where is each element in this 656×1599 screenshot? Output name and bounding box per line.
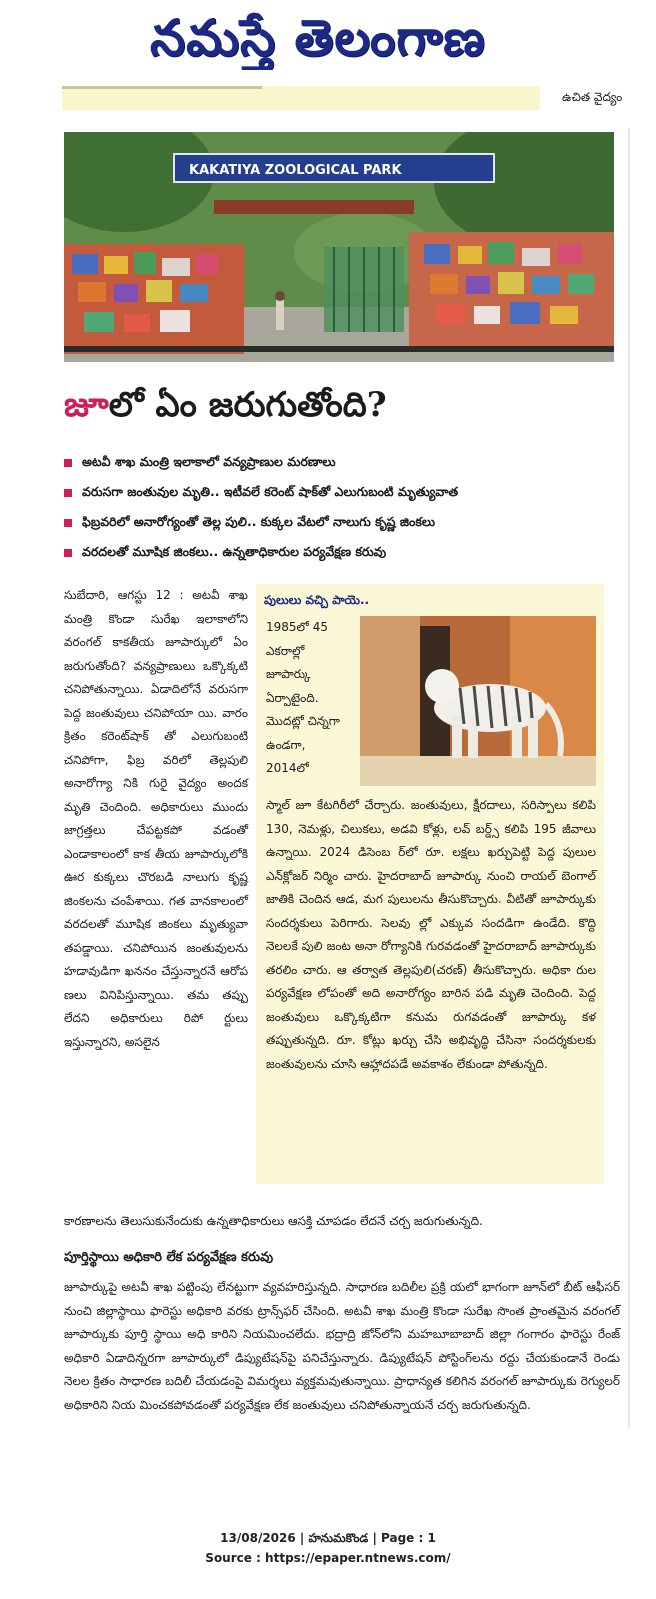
article-bridge-text: కారణాలను తెలుసుకునేందుకు ఉన్నతాధికారులు ఆసక్తి చూపడం లేదనే చర్చ జరుగుతున్నది.	[64, 1214, 483, 1228]
bullet-item: వరదలతో మూషిక జింకలు.. ఉన్నతాధికారుల పర్యవేక్షణ కరువు	[64, 538, 624, 568]
box-title: పులులు వచ్చి పాయె..	[264, 593, 370, 607]
box-text-narrow: 1985లో 45 ఎకరాల్లో జూపార్కు ఏర్పాటైంది. మొదట్లో చిన్నగా ఉండగా, 2014లో	[266, 620, 340, 775]
headline	[64, 372, 620, 438]
bullet-item: ఫిబ్రవరిలో అనారోగ్యంతో తెల్ల పులి.. కుక్కల వేటలో నాలుగు కృష్ణ జింకలు	[64, 508, 624, 538]
bullet-item: అటవీ శాఖ మంత్రి ఇలాకాలో వన్యప్రాణుల మరణాలు	[64, 448, 624, 478]
headline-accent: జూ	[64, 385, 109, 425]
headline-rest: లో ఏం జరుగుతోంది?	[108, 385, 387, 425]
bullet-square-icon	[64, 549, 72, 557]
bullet-square-icon	[64, 519, 72, 527]
bullet-square-icon	[64, 489, 72, 497]
top-strip	[62, 86, 540, 110]
bullet-square-icon	[64, 459, 72, 467]
article-final-section: జూపార్కుపై అటవీ శాఖ పట్టింపు లేనట్టుగా వ్యవహరిస్తున్నది. సాధారణ బదిలీల ప్రక్రి యలో భాగంగా జూన్‌లో బీట్ ఆఫీసర్ నుంచి జిల్లాస్థాయి ఫారెస్టు అధికారి వరకు ట్రాన్స్‌ఫర్ చేసింది. అటవీ శాఖ మంత్రి కొండా సురేఖ సొంత ప్రాంతమైన వరంగల్ జూపార్కుకు పూర్తి స్థాయి అధి కారిని నియమించలేదు. భద్రాద్రి జోన్‌లోని మహబూబాబాద్ జిల్లా గంగారం ఫారెస్టు రేంజ్ అధికారి ఏడాదిన్నరగా జూపార్కులో డిప్యుటేషన్‌పై పనిచేస్తున్నారు. డిప్యుటేషన్ పోస్టింగ్‌లను రద్దు చేయకుండానే రెండు నెలల క్రితం సాధారణ బదిలీ చేయడంపై విమర్శలు వ్యక్తమవుతున్నాయి. ప్రాధాన్యత కలిగిన వరంగల్ జూపార్కుకు రెగ్యులర్ అధికారిని నియ మించకపోవడంతో పర్యవేక్షణ లేక జంతువులు చనిపోతున్నాయనే చర్చ జరుగుతున్నది.	[64, 1280, 620, 1412]
box-text-wide: స్మాల్ జూ కేటగిరీలో చేర్చారు. జంతువులు, క్షీరదాలు, సరిస్పాలు కలిపి 130, నెమళ్లు, చిలుకలు, అడవి కోళ్లు, లవ్ బర్డ్స్ కలిపి 195 జీవాలు ఉన్నాయి. 2024 డిసెంబ ర్‌లో రూ. లక్షలు ఖర్చుపెట్టి పెద్ద పులుల ఎన్‌క్లోజర్ నిర్మిం చారు. హైదరాబాద్ జూపార్కు నుంచి రాయల్ బెంగాల్ జాతికి చెందిన ఆడ, మగ పులులను తీసుకొచ్చారు. వీటితో జూపార్కుకు సందర్శకులు పెరిగారు. సెలవు ల్లో ఎక్కువ సందడిగా ఉండేది. కొద్ది నెలలకే పులి జంట అనా రోగ్యానికి గురవడంతో హైదరాబాద్ జూపార్కుకు తరలిం చారు. ఆ తర్వాత తెల్లపులి(చరణ్) తీసుకొచ్చారు. అధికా రుల పర్యవేక్షణ లోపంతో అది అనారోగ్యం బారిన పడి మృతి చెందింది. పెద్ద జంతువులు ఒక్కొక్కటిగా కనుమ రుగవడంతో జూపార్కు కళ తప్పుతున్నది. రూ. కోట్లు ఖర్చు చేసి అభివృద్ధి చేసినా సందర్శకులకు జంతువులను చూసి ఆహ్లాదపడే అవకాశం లేకుండా పోతున్నది.	[266, 798, 596, 1071]
bullet-item: వరుసగా జంతువుల మృతి.. ఇటీవలే కరెంట్ షాక్‌తో ఎలుగుబంటి మృత్యువాత	[64, 478, 624, 508]
article-left-column: సుబేదారి, ఆగస్టు 12 : అటవీ శాఖ మంత్రి కొండా సురేఖ ఇలాకాలోని వరంగల్ కాకతీయ జూపార్కులో ఏం జరుగుతోంది? వన్యప్రాణులు ఒక్కొక్కటి చనిపోతున్నాయి. ఏడాదిలోనే వరుసగా పెద్ద జంతువులు చనిపోయా యి. వారం క్రితం కరెంట్‌షాక్ తో ఎలుగుబంటి చనిపోగా, ఫిబ్ర వరిలో తెల్లపులి అనారోగ్యా నికి గురై వైద్యం అందక మృతి చెందింది. అధికారులు ముందు జాగ్రత్తలు చేపట్టకపో వడంతో ఎండాకాలంలో కాక తీయ జూపార్కులోకి ఊర కుక్కలు చొరబడి నాలుగు కృష్ణ జింకలను చంపేశాయి. గత వానకాలంలో వరదలతో మూషిక జింకలు మృత్యువా తపడ్డాయి. చనిపోయిన జంతువులను హడావుడిగా ఖననం చేస్తున్నారనే ఆరోప ణలు వినిపిస్తున్నాయి. తమ తప్పు లేదని అధికారులు రిపో ర్టులు ఇస్తున్నారని, అసలైన	[64, 588, 248, 1049]
top-right-snippet: ఉచిత వైద్యం	[562, 90, 623, 104]
footer-source: Source : https://epaper.ntnews.com/	[205, 1551, 451, 1565]
footer-dateline: 13/08/2026 | హనుమకొండ | Page : 1	[220, 1531, 436, 1545]
bullet-list	[64, 448, 624, 568]
column-divider	[628, 128, 630, 1428]
zoo-entrance-photo	[64, 132, 614, 362]
white-tiger-photo	[360, 616, 596, 786]
section-subhead: పూర్తిస్థాయి అధికారి లేక పర్యవేక్షణ కరువు	[64, 1250, 274, 1265]
park-sign: KAKATIYA ZOOLOGICAL PARK	[189, 163, 402, 178]
sidebar-box	[256, 584, 604, 1184]
page-footer	[0, 1528, 656, 1568]
masthead-logo: నమస్తే తెలంగాణ	[150, 8, 486, 67]
